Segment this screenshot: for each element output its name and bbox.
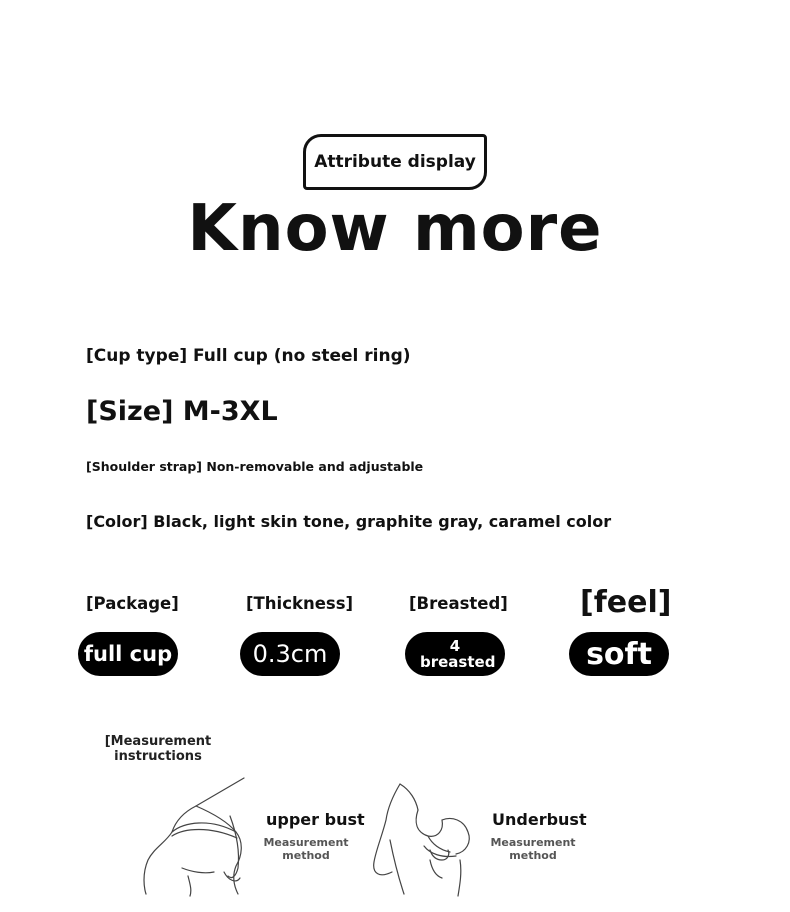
thickness-value: 0.3cm (252, 640, 328, 668)
breasted-value-pill (405, 632, 505, 676)
shoulder-strap-attribute: [Shoulder strap] Non-removable and adjustable (86, 459, 424, 474)
underbust-label: Underbust (492, 810, 587, 829)
upper-bust-label: upper bust (266, 810, 365, 829)
attribute-display-badge (303, 134, 487, 190)
feel-value: soft (586, 636, 652, 672)
headline: Know more (187, 192, 603, 266)
breasted-label: [Breasted] (409, 594, 508, 613)
underbust-figure-icon (370, 780, 482, 898)
upper-bust-method-label: Measurement method (263, 836, 349, 862)
breasted-value: 4 breasted (420, 637, 496, 671)
feel-value-pill (569, 632, 669, 676)
underbust-method-label: Measurement method (490, 836, 576, 862)
measurement-instructions-title: [Measurement instructions (104, 734, 212, 764)
color-attribute: [Color] Black, light skin tone, graphite gray, caramel color (86, 512, 612, 531)
cup-type-attribute: [Cup type] Full cup (no steel ring) (86, 346, 411, 366)
thickness-value-pill (240, 632, 340, 676)
package-value: full cup (83, 642, 173, 666)
thickness-label: [Thickness] (246, 594, 354, 613)
package-value-pill (78, 632, 178, 676)
package-label: [Package] (86, 594, 179, 613)
feel-label: [feel] (580, 585, 672, 620)
badge-label: Attribute display (314, 151, 476, 172)
size-attribute: [Size] M-3XL (86, 396, 278, 427)
upper-bust-figure-icon (140, 776, 256, 898)
